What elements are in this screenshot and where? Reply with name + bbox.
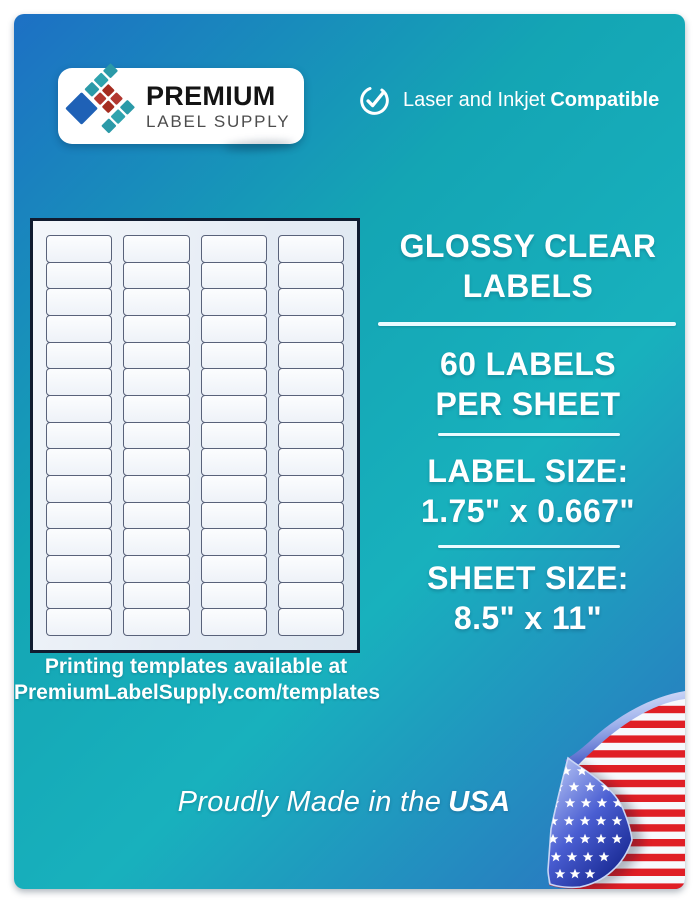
templates-caption-line1: Printing templates available at xyxy=(44,655,348,678)
templates-caption-line2: PremiumLabelSupply.com/templates xyxy=(14,681,381,704)
blank-label xyxy=(201,555,267,583)
blank-label xyxy=(123,368,189,396)
blank-label xyxy=(278,448,344,476)
us-flag-page-curl-icon xyxy=(510,691,685,889)
compatibility-note xyxy=(358,84,678,117)
blank-label xyxy=(201,608,267,636)
spec-line: LABELS xyxy=(462,268,594,304)
blank-label xyxy=(278,315,344,343)
blank-label xyxy=(123,582,189,610)
compatibility-text-bold: Compatible xyxy=(550,89,660,111)
blank-label xyxy=(201,235,267,263)
spec-sheet-size xyxy=(378,558,678,638)
blank-label xyxy=(201,315,267,343)
blank-label xyxy=(46,422,112,450)
blank-label xyxy=(278,528,344,556)
blank-label xyxy=(201,262,267,290)
blank-label xyxy=(46,582,112,610)
blank-label xyxy=(123,555,189,583)
blank-label xyxy=(123,528,189,556)
blank-label xyxy=(201,582,267,610)
brand-name: PREMIUM xyxy=(146,80,276,111)
brand-subname: LABEL SUPPLY xyxy=(146,111,291,131)
blank-label xyxy=(278,555,344,583)
blank-label xyxy=(123,448,189,476)
divider xyxy=(438,545,620,548)
blank-label xyxy=(46,315,112,343)
blank-label xyxy=(123,235,189,263)
blank-label xyxy=(123,422,189,450)
blank-label xyxy=(123,608,189,636)
blank-label xyxy=(278,475,344,503)
blank-label xyxy=(46,502,112,530)
spec-line: 8.5" x 11" xyxy=(453,600,603,636)
check-circle-icon xyxy=(358,84,391,117)
spec-line: 60 LABELS xyxy=(439,346,617,382)
blank-label xyxy=(278,582,344,610)
label-sheet-preview xyxy=(30,218,360,653)
label-column xyxy=(123,235,189,636)
spec-product-title xyxy=(378,226,678,306)
blank-label xyxy=(46,555,112,583)
brand-wordmark xyxy=(146,80,291,131)
blank-label xyxy=(278,422,344,450)
blank-label xyxy=(46,395,112,423)
blank-label xyxy=(123,395,189,423)
blank-label xyxy=(46,368,112,396)
blank-label xyxy=(123,502,189,530)
blank-label xyxy=(123,262,189,290)
blank-label xyxy=(201,342,267,370)
gradient-card xyxy=(14,14,685,889)
blank-label xyxy=(201,502,267,530)
blank-label xyxy=(201,528,267,556)
spec-line: PER SHEET xyxy=(435,386,621,422)
label-grid xyxy=(46,235,344,636)
label-column xyxy=(278,235,344,636)
spec-line: 1.75" x 0.667" xyxy=(421,493,635,529)
blank-label xyxy=(278,262,344,290)
blank-label xyxy=(278,608,344,636)
compatibility-text xyxy=(403,89,659,112)
spec-line: SHEET SIZE: xyxy=(427,560,629,596)
blank-label xyxy=(201,395,267,423)
footer-text-regular: Proudly Made in the xyxy=(177,786,442,818)
blank-label xyxy=(278,502,344,530)
divider xyxy=(378,322,676,326)
blank-label xyxy=(123,288,189,316)
spec-label-size xyxy=(378,451,678,531)
blank-label xyxy=(123,342,189,370)
blank-label xyxy=(278,395,344,423)
blank-label xyxy=(46,528,112,556)
blank-label xyxy=(278,235,344,263)
blank-label xyxy=(46,448,112,476)
blank-label xyxy=(123,475,189,503)
blank-label xyxy=(201,422,267,450)
blank-label xyxy=(201,475,267,503)
blank-label xyxy=(123,315,189,343)
spec-line: LABEL SIZE: xyxy=(427,453,629,489)
label-column xyxy=(201,235,267,636)
spec-labels-per-sheet xyxy=(378,344,678,424)
blank-label xyxy=(201,368,267,396)
blank-label xyxy=(201,288,267,316)
blank-label xyxy=(46,288,112,316)
blank-label xyxy=(46,262,112,290)
blank-label xyxy=(46,235,112,263)
templates-caption xyxy=(14,654,381,706)
brand-logo-card xyxy=(58,68,304,144)
diamond-mosaic-icon xyxy=(68,70,140,142)
divider xyxy=(438,433,620,436)
spec-line: GLOSSY CLEAR xyxy=(399,228,657,264)
blank-label xyxy=(46,608,112,636)
footer-text-bold: USA xyxy=(448,786,511,818)
blank-label xyxy=(278,288,344,316)
label-column xyxy=(46,235,112,636)
blank-label xyxy=(46,342,112,370)
blank-label xyxy=(201,448,267,476)
blank-label xyxy=(278,368,344,396)
compatibility-text-regular: Laser and Inkjet xyxy=(403,89,546,111)
blank-label xyxy=(46,475,112,503)
blank-label xyxy=(278,342,344,370)
